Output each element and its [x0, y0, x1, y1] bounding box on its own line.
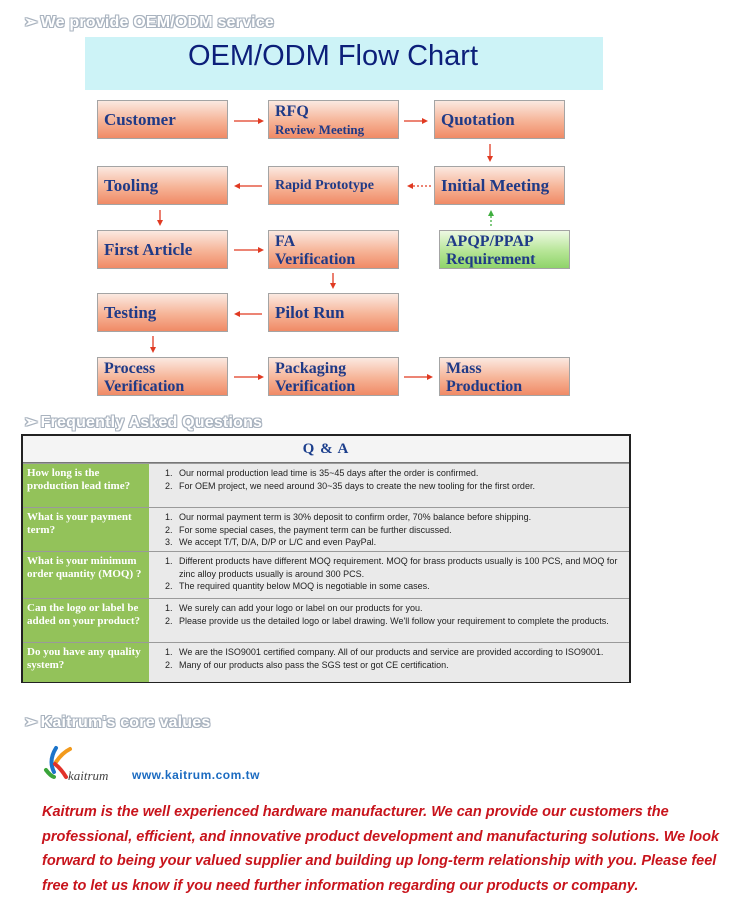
faq-answer-item: 1. We surely can add your logo or label on our products for you. — [175, 602, 619, 615]
flow-box-label: Verification — [275, 378, 356, 395]
flow-box-label: Customer — [104, 109, 176, 129]
faq-question: Do you have any quality system? — [23, 643, 149, 682]
arrow-rapid-to-tooling — [234, 183, 262, 189]
section-title-text: Frequently Asked Questions — [40, 414, 263, 431]
section-title-faq — [24, 412, 262, 432]
arrow-testing-to-process — [150, 336, 156, 353]
faq-answer-item: 2. Please provide us the detailed logo or label drawing. We'll follow your requirement to complete the products. — [175, 615, 619, 628]
faq-answer — [149, 599, 629, 643]
flow-box-label: Rapid Prototype — [275, 177, 374, 193]
core-values-paragraph: Kaitrum is the well experienced hardware manufacturer. We can provide our customers the professional, efficient, and innovative product development and manufacturing solutions. We look forward to being your valued supplier and building up long-term relationship with you. Please feel free to let us know if you need further information regarding our products or company. — [42, 804, 720, 894]
faq-question: What is your payment term? — [23, 508, 149, 552]
chevron-right-icon: ➢ — [24, 414, 38, 431]
flow-chart-title: OEM/ODM Flow Chart — [187, 40, 479, 72]
faq-row — [23, 598, 629, 643]
faq-question: What is your minimum order quantity (MOQ) ? — [23, 552, 149, 599]
faq-answer — [149, 552, 629, 599]
faq-answer-item: 2. For some special cases, the payment term can be further discussed. — [175, 524, 619, 537]
chevron-right-icon: ➢ — [24, 714, 38, 731]
faq-answer — [149, 508, 629, 552]
arrow-customer-to-rfq — [234, 118, 264, 124]
arrow-initial-to-rapid — [407, 183, 431, 189]
faq-row — [23, 551, 629, 599]
faq-answer-item: 2. For OEM project, we need around 30~35 days to create the new tooling for the first order. — [175, 480, 619, 493]
chevron-right-icon: ➢ — [24, 14, 38, 31]
arrow-first-article-to-fa — [234, 247, 264, 253]
flow-box-label: Quotation — [441, 109, 515, 129]
flow-box-label: APQP/PPAP — [446, 233, 534, 250]
flow-arrows — [0, 0, 750, 420]
flow-box-label: FA — [275, 233, 296, 250]
flow-box-label: First Article — [104, 239, 193, 259]
flow-box-label: Tooling — [104, 175, 159, 195]
faq-answer-item: 2. Many of our products also pass the SGS test or got CE certification. — [175, 659, 619, 672]
flow-box-label: Pilot Run — [275, 302, 345, 322]
arrow-quotation-to-initial — [487, 144, 493, 162]
faq-table — [21, 434, 631, 683]
faq-question: Can the logo or label be added on your product? — [23, 599, 149, 643]
arrow-rfq-to-quotation — [404, 118, 428, 124]
arrow-tooling-to-first-article — [157, 210, 163, 226]
faq-question: How long is the production lead time? — [23, 464, 149, 508]
arrow-apqp-to-initial — [488, 210, 494, 226]
website-link[interactable]: www.kaitrum.com.tw — [132, 768, 260, 782]
arrow-packaging-to-mass — [404, 374, 433, 380]
faq-answer-item: 1. Our normal production lead time is 35~45 days after the order is confirmed. — [175, 467, 619, 480]
arrow-process-to-packaging — [234, 374, 264, 380]
faq-answer-item: 2. The required quantity below MOQ is negotiable in some cases. — [175, 580, 619, 593]
section-title-text: We provide OEM/ODM service — [40, 14, 275, 31]
flow-box-label: Verification — [275, 251, 356, 268]
arrow-pilot-to-testing — [234, 311, 262, 317]
faq-row — [23, 463, 629, 508]
flow-box-label: RFQ — [275, 103, 309, 120]
flow-box-label: Review Meeting — [275, 122, 365, 137]
flow-box-label: Verification — [104, 378, 185, 395]
faq-row — [23, 507, 629, 552]
flow-box-label: Process — [104, 360, 156, 377]
faq-row — [23, 642, 629, 682]
flow-box-label: Testing — [104, 302, 157, 322]
faq-answer — [149, 643, 629, 682]
arrow-fa-to-pilot — [330, 273, 336, 289]
faq-answer-item: 1. We are the ISO9001 certified company. All of our products and service are provided according to ISO9001. — [175, 646, 619, 659]
faq-answer — [149, 464, 629, 508]
flow-box-label: Packaging — [275, 360, 347, 377]
faq-answer-item: 1. Our normal payment term is 30% deposit to confirm order, 70% balance before shipping. — [175, 511, 619, 524]
flow-box-label: Production — [446, 378, 523, 395]
flow-box-label: Requirement — [446, 251, 536, 268]
section-title-text: Kaitrum's core values — [40, 714, 211, 731]
faq-answer-item: 1. Different products have different MOQ requirement. MOQ for brass products usually is 100 PCS, and MOQ for zinc alloy products usually is around 300 PCS. — [175, 555, 619, 580]
flow-box-label: Mass — [446, 360, 482, 377]
logo-wordmark: kaitrum — [68, 768, 109, 783]
faq-header: Q & A — [23, 436, 629, 463]
section-title-core-values — [24, 712, 210, 732]
flow-box-label: Initial Meeting — [441, 175, 550, 195]
faq-answer-item: 3. We accept T/T, D/A, D/P or L/C and even PayPal. — [175, 536, 619, 549]
